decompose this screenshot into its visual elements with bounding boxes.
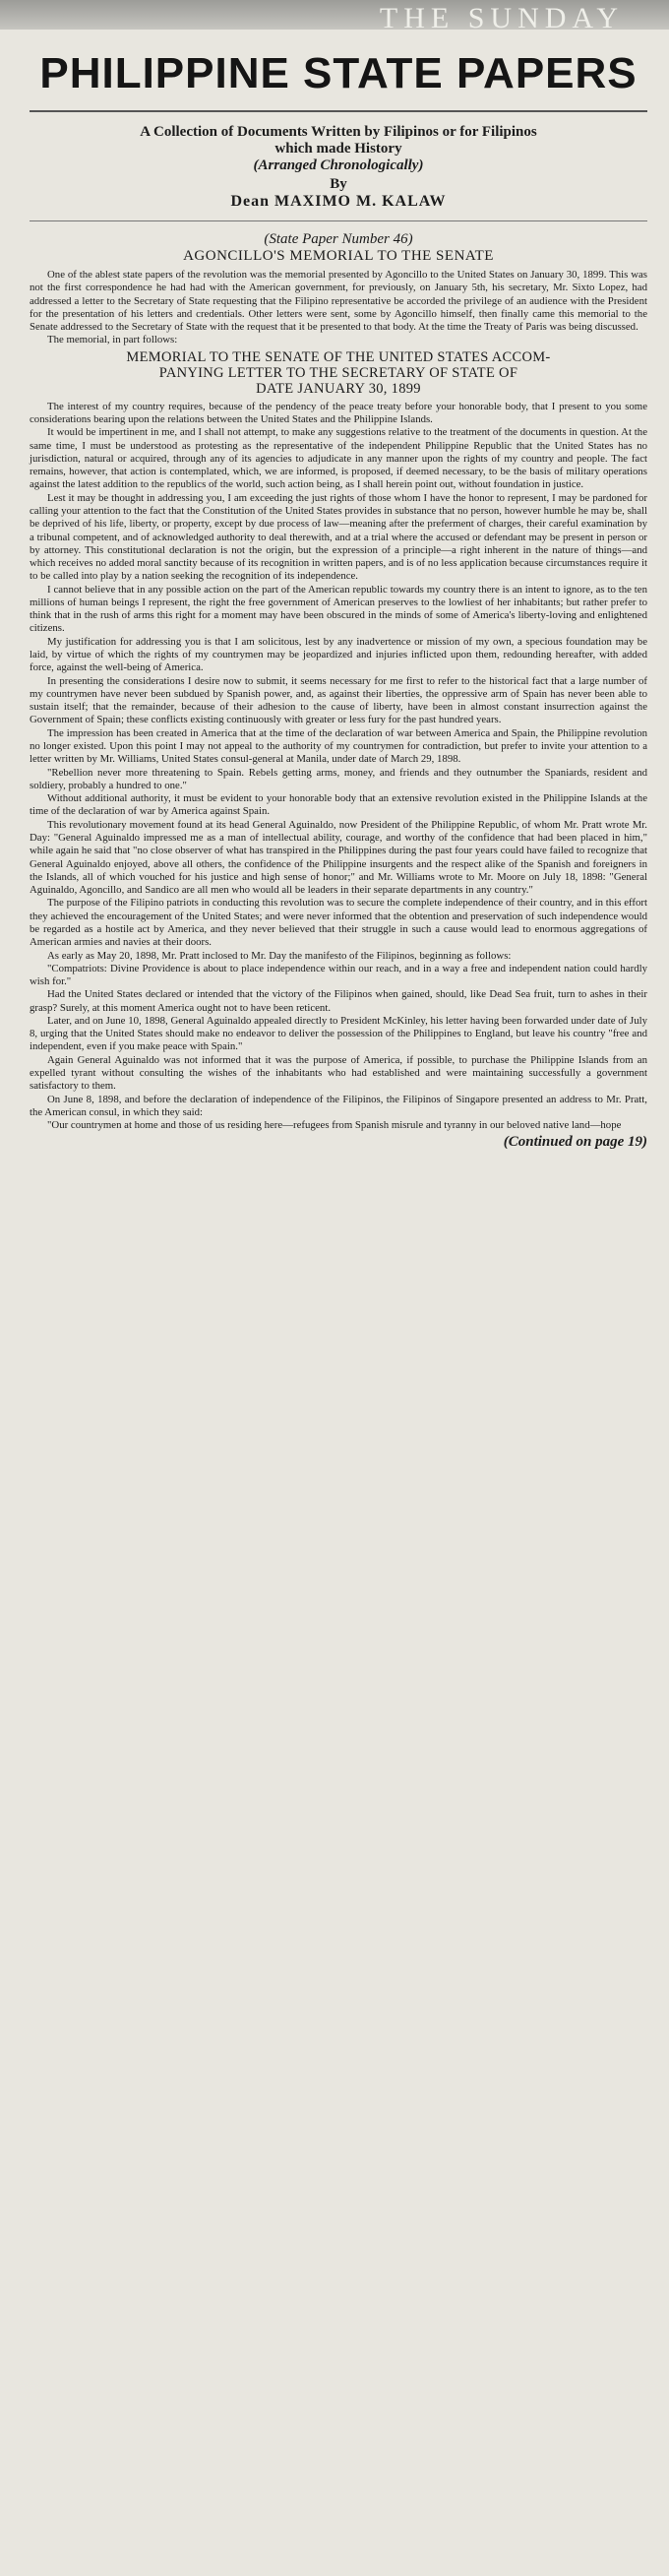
paragraph: The purpose of the Filipino patriots in conducting this revolution was to secure the complete independence of their country, and in this effort they achieved the encouragement of the United States; and were never informed that the obtention and preservation of such independence would be regarded as a hostile act by America, and they never believed that their struggle in such a cause would lead to enormous aggregations of American armies and navies at their doors.	[30, 897, 647, 949]
paragraph: This revolutionary movement found at its head General Aguinaldo, now President of the Philippine Republic, of whom Mr. Pratt wrote Mr. Day: "General Aguinaldo impressed me as a man of intellectual ability, courage, and worthy of the confidence that had been placed in him," while again he said that "no close observer of what has transpired in the Philippines during the past four years could have failed to recognize that General Aguinaldo enjoyed, above all others, the confidence of the Philippine insurgents and the respect alike of the Spanish and foreigners in the Islands, all of which vouched for his justice and high sense of honor;" and Mr. Williams wrote to Mr. Moore on July 18, 1898: "General Aguinaldo, Agoncillo, and Sandico are all men who would all be leaders in their separate departments in any country."	[30, 818, 647, 897]
paragraph: Without additional authority, it must be evident to your honorable body that an extensive revolution existed in the Philippine Islands at the time of the declaration of war by America against Spain.	[30, 792, 647, 818]
state-paper-number: (State Paper Number 46)	[264, 231, 413, 247]
masthead-band	[0, 0, 669, 34]
page-title: PHILIPPINE STATE PAPERS	[39, 49, 638, 97]
paragraph: The interest of my country requires, because of the pendency of the peace treaty before your honorable body, that I present to you some considerations bearing upon the relations between the United States and the Philippine Islands.	[30, 400, 647, 425]
intro-text	[30, 269, 647, 347]
paragraph: As early as May 20, 1898, Mr. Pratt inclosed to Mr. Day the manifesto of the Filipinos, beginning as follows:	[47, 949, 512, 962]
byline-by: By	[330, 176, 347, 192]
paragraph: Lest it may be thought in addressing you, I am exceeding the just rights of those whom I have the honor to represent, I may be pardoned for calling your attention to the fact that the Constitution of the United States provides in substance that no person, however humble he may be, shall be deprived of his life, liberty, or property, except by due process of law—meaning after the preferment of charges, their careful examination by a tribunal competent, and of acknowledged authority to deal therewith, and at a trial where the accused or defendant may be present in person or by attorney. This constitutional declaration is not the origin, but the expression of a principle—a right inherent in the nature of things—and which receives no added moral sanctity because of its recognition in written papers, and is of no less application because circumstances require it to be called into play by a nation seeking the recognition of its independence.	[30, 491, 647, 583]
letter-heading-line: DATE JANUARY 30, 1899	[256, 380, 421, 397]
paragraph: Had the United States declared or intended that the victory of the Filipinos when gained, should, like Dead Sea fruit, turn to ashes in their grasp? Surely, at this moment America ought not to have been reticent.	[30, 988, 647, 1014]
paragraph: In presenting the considerations I desire now to submit, it seems necessary for me first to refer to the historical fact that a large number of my countrymen have never been subdued by Spanish power, and, as against their liberties, the oppressive arm of Spain has never been able to sustain itself; that the remainder, because of their adhesion to the cause of liberty, have been in almost constant insurrection against the Government of Spain; these conflicts existing continuously with greater or less fury for the past hundred years.	[30, 674, 647, 726]
paragraph: The impression has been created in America that at the time of the declaration of war between America and Spain, the Philippine revolution no longer existed. Upon this point I may not appeal to the authority of my countrymen for contradiction, but prefer to invite your attention to a letter written by Mr. Williams, United States consul-general at Manila, under date of March 29, 1898.	[30, 726, 647, 766]
author-name: Dean MAXIMO M. KALAW	[230, 193, 447, 210]
continued-note: (Continued on page 19)	[503, 1134, 647, 1151]
paragraph: One of the ablest state papers of the revolution was the memorial presented by Agoncillo to the United States on January 30, 1899. This was not the first correspondence he had had with the American government, for previously, on January 5th, his secretary, Mr. Sixto Lopez, had addressed a letter to the Secretary of State requesting that the Filipino representative be accorded the privilege of an audience with the President for the presentation of his letters and credentials. Other letters were sent, some by Agoncillo himself, then finally came this memorial to the Senate addressed to the Secretary of State with the request that it be presented to that body. At the time the Treaty of Paris was being discussed.	[30, 269, 647, 334]
paragraph: On June 8, 1898, and before the declaration of independence of the Filipinos, the Filipinos of Singapore presented an address to Mr. Pratt, the American consul, in which they said:	[30, 1093, 647, 1118]
paragraph: The memorial, in part follows:	[47, 334, 178, 346]
memorial-body	[30, 401, 647, 1133]
quote-paragraph: "Our countrymen at home and those of us residing here—refugees from Spanish misrule and tyranny in our beloved native land—hope	[47, 1119, 622, 1132]
quote-paragraph: "Rebellion never more threatening to Spain. Rebels getting arms, money, and friends and they outnumber the Spaniards, resident and soldiery, probably a hundred to one."	[30, 766, 647, 791]
title-box	[30, 35, 647, 112]
letter-heading	[30, 349, 647, 397]
memorial-heading: AGONCILLO'S MEMORIAL TO THE SENATE	[183, 248, 494, 264]
paragraph: It would be impertinent in me, and I shall not attempt, to make any suggestions relative to the treatment of the documents in question. At the same time, I must be understood as protesting as the representative of the independent Philippine Republic that the United States has no jurisdiction, natural or acquired, through any of its agencies to adjudicate in any manner upon the rights of my country and people. The fact remains, however, that action is contemplated, which, we are informed, is proposed, if deemed necessary, to be the basis of military operations against the latest addition to the republics of the world, such action being, as I shall herein point out, without foundation in justice.	[30, 426, 647, 491]
letter-heading-line: PANYING LETTER TO THE SECRETARY OF STATE OF	[158, 364, 518, 381]
paragraph: I cannot believe that in any possible action on the part of the American republic towards my country there is an intent to ignore, as to the ten millions of human beings I represent, the right the free government of American preserves to the lowliest of her inhabitants; but rather prefer to think that in the rush of arms this right for a moment may have been obscured in the minds of some of America's liberty-loving and enlightened citizens.	[30, 583, 647, 635]
letter-heading-line: MEMORIAL TO THE SENATE OF THE UNITED STATES ACCOM-	[126, 348, 551, 365]
subtitle-block	[30, 112, 647, 221]
masthead-text: THE SUNDAY	[379, 2, 624, 34]
quote-paragraph: "Compatriots: Divine Providence is about to place independence within our reach, and in a way a free and independent nation could hardly wish for."	[30, 962, 647, 988]
subtitle-line: (Arranged Chronologically)	[253, 157, 424, 173]
subtitle-line: which made History	[274, 141, 402, 157]
paragraph: My justification for addressing you is that I am solicitous, lest by any inadvertence or mission of my own, a specious foundation may be laid, by virtue of which the rights of my countrymen may be jeopardized and injuries inflicted upon them, redounding hereafter, with added force, against the well-being of America.	[30, 635, 647, 674]
paragraph: Again General Aguinaldo was not informed that it was the purpose of America, if possible, to purchase the Philippine Islands from an expelled tyrant without consulting the wishes of the inhabitants who had established and were maintaining successfully a government satisfactory to them.	[30, 1053, 647, 1093]
paragraph: Later, and on June 10, 1898, General Aguinaldo appealed directly to President McKinley, his letter having been forwarded under date of July 8, urging that the United States should make no endeavor to deliver the possession of the Philippines to England, but leave his country "free and independent, even if you make peace with Spain."	[30, 1014, 647, 1053]
subtitle-line: A Collection of Documents Written by Filipinos or for Filipinos	[140, 124, 537, 140]
